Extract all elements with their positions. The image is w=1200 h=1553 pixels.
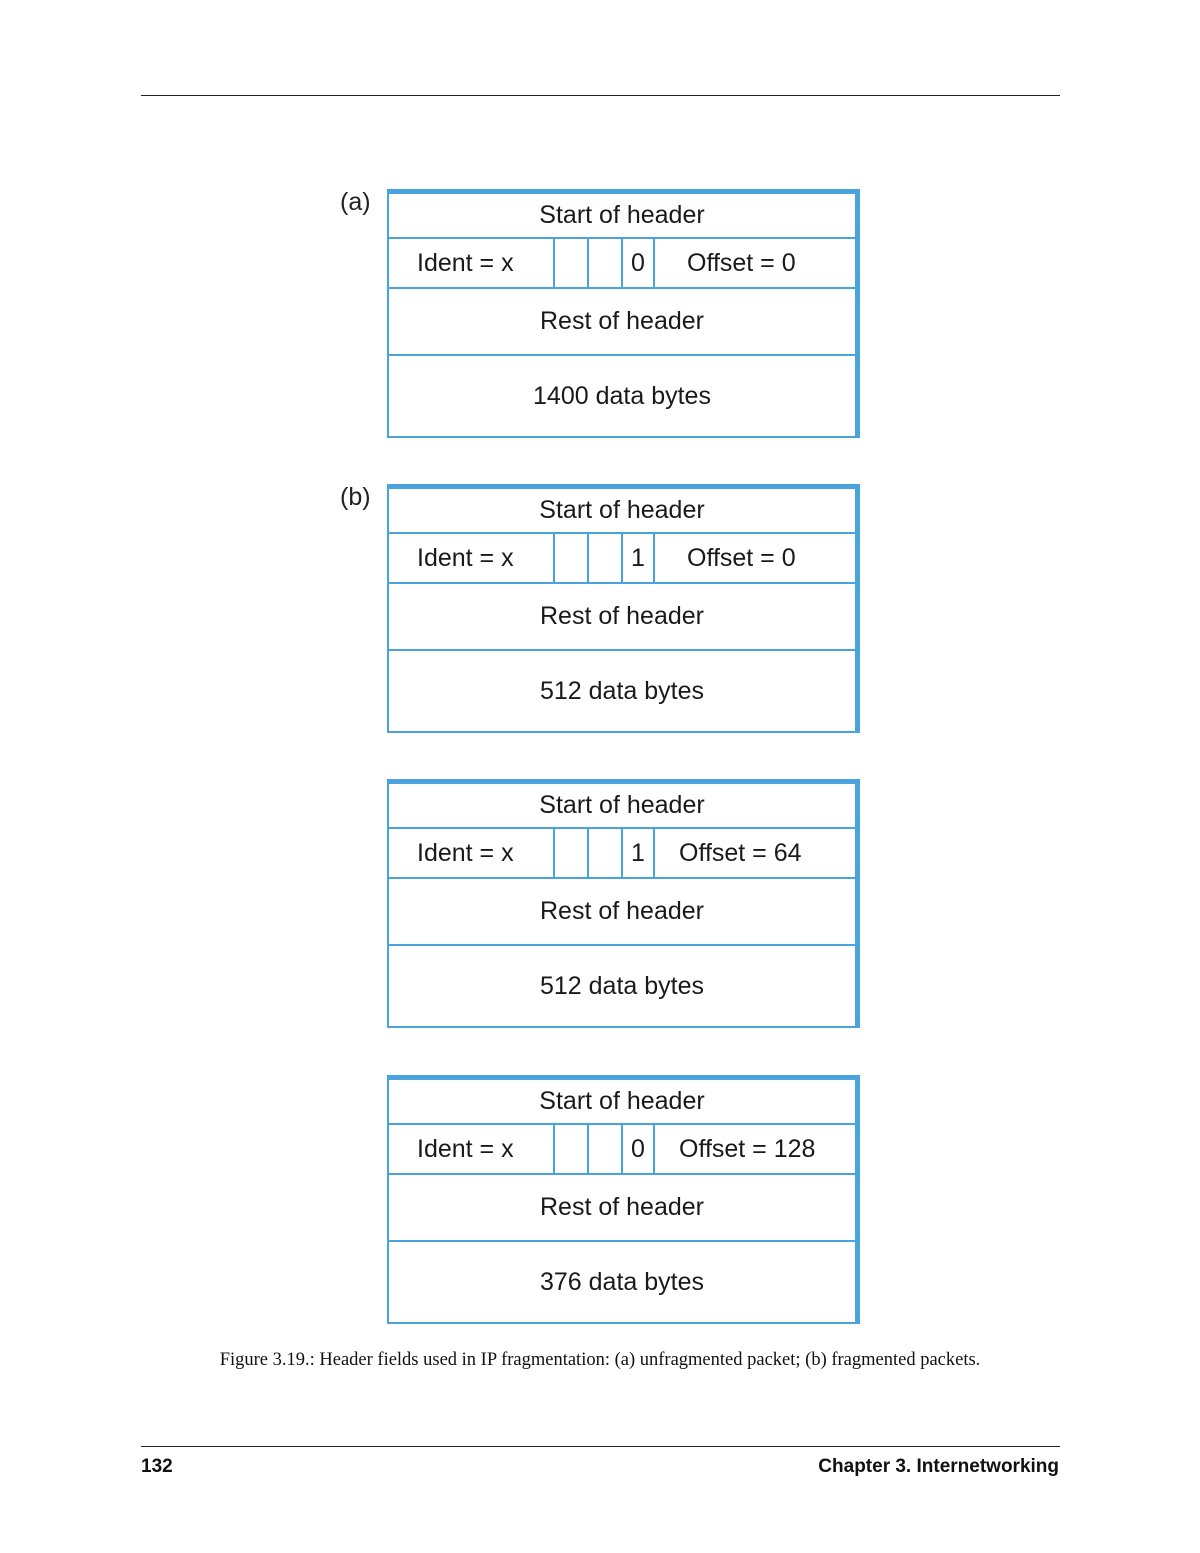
more-fragments-flag: 1	[623, 534, 655, 582]
data-bytes-row: 512 data bytes	[539, 971, 704, 1000]
start-of-header-row: Start of header	[389, 784, 855, 829]
footer-rule	[141, 1446, 1060, 1447]
data-bytes-row: 512 data bytes	[539, 676, 704, 705]
ident-field: Ident = x	[389, 1125, 555, 1173]
more-fragments-flag: 0	[623, 239, 655, 287]
start-of-header-row: Start of header	[389, 1080, 855, 1125]
rest-of-header-row: Rest of header	[389, 1175, 855, 1242]
dont-fragment-flag-cell	[589, 1125, 623, 1173]
label-b: (b)	[340, 483, 371, 511]
offset-field: Offset = 128	[679, 1134, 816, 1163]
reserved-flag-cell	[555, 1125, 589, 1173]
offset-field: Offset = 0	[687, 248, 796, 277]
rest-of-header-row: Rest of header	[389, 289, 855, 356]
figure-caption: Figure 3.19.: Header fields used in IP fragmentation: (a) unfragmented packet; (b) fragmented packets.	[219, 1350, 981, 1370]
label-a: (a)	[340, 188, 371, 216]
offset-field: Offset = 0	[687, 543, 796, 572]
packet-unfragmented	[387, 189, 860, 438]
header-rule	[141, 95, 1060, 96]
reserved-flag-cell	[555, 239, 589, 287]
ident-field: Ident = x	[389, 829, 555, 877]
ident-field: Ident = x	[389, 239, 555, 287]
dont-fragment-flag-cell	[589, 239, 623, 287]
packet-fragment-2	[387, 779, 860, 1028]
more-fragments-flag: 0	[623, 1125, 655, 1173]
fields-row	[389, 239, 855, 289]
chapter-title: Chapter 3. Internetworking	[818, 1456, 1059, 1477]
fields-row	[389, 534, 855, 584]
data-bytes-row: 376 data bytes	[539, 1267, 704, 1296]
fields-row	[389, 1125, 855, 1175]
packet-fragment-3	[387, 1075, 860, 1324]
offset-field: Offset = 64	[679, 838, 802, 867]
dont-fragment-flag-cell	[589, 534, 623, 582]
packet-fragment-1	[387, 484, 860, 733]
reserved-flag-cell	[555, 534, 589, 582]
data-bytes-row: 1400 data bytes	[533, 381, 711, 410]
fields-row	[389, 829, 855, 879]
start-of-header-row: Start of header	[389, 489, 855, 534]
rest-of-header-row: Rest of header	[389, 584, 855, 651]
ident-field: Ident = x	[389, 534, 555, 582]
dont-fragment-flag-cell	[589, 829, 623, 877]
rest-of-header-row: Rest of header	[389, 879, 855, 946]
more-fragments-flag: 1	[623, 829, 655, 877]
reserved-flag-cell	[555, 829, 589, 877]
start-of-header-row: Start of header	[389, 194, 855, 239]
page-number: 132	[141, 1456, 173, 1477]
